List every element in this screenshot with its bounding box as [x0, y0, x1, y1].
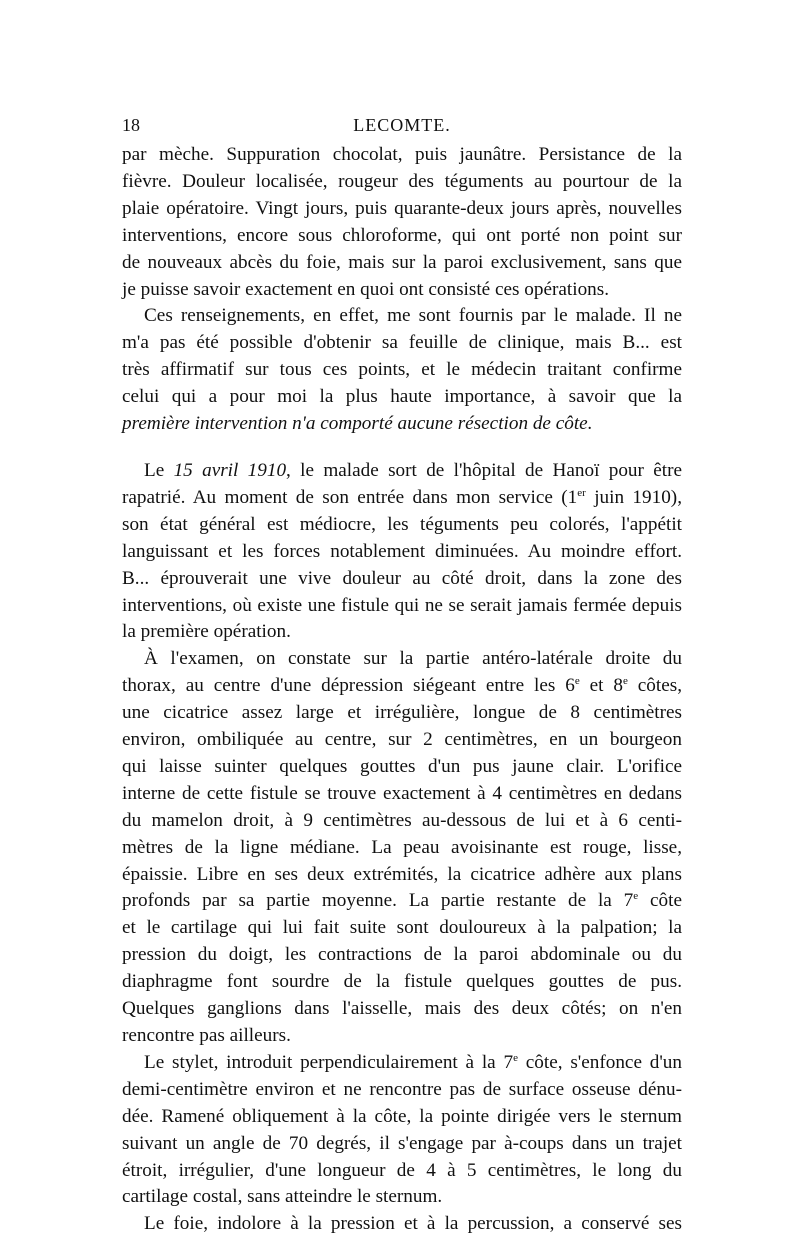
text-run: , le malade sort de l'hôpital de Hanoï pour être	[286, 459, 682, 481]
text-run: juin 1910),	[585, 486, 682, 508]
text-run: côte, s'enfonce d'un	[517, 1051, 682, 1073]
text-line: B... éprouverait une vive douleur au côté droit, dans la zone des	[122, 567, 682, 589]
text-line: interventions, encore sous chloroforme, qui ont porté non point sur	[122, 224, 682, 246]
text-run: thorax, au centre d'une dépression siégeant entre les 6	[122, 675, 575, 697]
text-line: plaie opératoire. Vingt jours, puis quarante-deux jours après, nouvelles	[122, 197, 682, 219]
text-line: rencontre pas ailleurs.	[122, 1025, 291, 1046]
superscript: e	[622, 675, 628, 688]
text-line: cartilage costal, sans atteindre le sternum.	[122, 1186, 443, 1208]
text-line: diaphragme font sourdre de la fistule quelques gouttes de pus.	[122, 971, 682, 993]
text-line: demi-centimètre environ et ne rencontre pas de surface osseuse dénu-	[122, 1078, 682, 1100]
superscript: e	[574, 675, 580, 688]
text-run: profonds par sa partie moyenne. La partie restante de la 7	[122, 890, 634, 912]
text-line: m'a pas été possible d'obtenir sa feuille de clinique, mais B... est	[122, 332, 682, 354]
superscript: e	[513, 1051, 518, 1064]
text-line: de nouveaux abcès du foie, mais sur la paroi exclusivement, sans que	[122, 251, 682, 273]
text-line: languissant et les forces notablement diminuées. Au moindre effort.	[122, 540, 682, 562]
paragraph-2	[122, 303, 682, 438]
text-line: son état général est médiocre, les téguments peu colorés, l'appétit	[122, 513, 682, 535]
text-line: qui laisse suinter quelques gouttes d'un pus jaune clair. L'orifice	[122, 755, 682, 777]
text-line: épaissie. Libre en ses deux extrémités, la cicatrice adhère aux plans	[122, 863, 682, 885]
paragraph-6	[122, 1211, 682, 1238]
text-line: très affirmatif sur tous ces points, et le médecin traitant confirme	[122, 359, 682, 381]
italic-text-line	[122, 411, 682, 438]
running-head	[122, 112, 682, 138]
text-line: celui qui a pour moi la plus haute importance, à savoir que la	[122, 386, 682, 408]
text-line	[122, 1050, 682, 1077]
text-line: environ, ombiliquée au centre, sur 2 centimètres, en un bourgeon	[122, 729, 682, 751]
text-run: Le	[144, 459, 174, 481]
text-line: interventions, où existe une fistule qui ne se serait jamais fermée depuis	[122, 594, 682, 616]
text-run: côte	[638, 890, 682, 912]
text-line: dée. Ramené obliquement à la côte, la pointe dirigée vers le sternum	[122, 1105, 682, 1127]
superscript: e	[633, 890, 639, 903]
text-line: du mamelon droit, à 9 centimètres au-dessous de lui et à 6 centi-	[122, 809, 682, 831]
text-run: et 8	[579, 675, 623, 697]
superscript: er	[577, 486, 586, 499]
date-italic: 15 avril 1910	[173, 459, 287, 481]
text-line	[122, 485, 682, 512]
text-line: suivant un angle de 70 degrés, il s'engage par à-coups dans un trajet	[122, 1132, 682, 1154]
text-line: Quelques ganglions dans l'aisselle, mais des deux côtés; on n'en	[122, 998, 682, 1020]
text-line: mètres de la ligne médiane. La peau avoisinante est rouge, lisse,	[122, 836, 682, 858]
text-line: fièvre. Douleur localisée, rougeur des téguments au pourtour de la	[122, 170, 682, 192]
text-line: Le foie, indolore à la pression et à la percussion, a conservé ses	[144, 1213, 682, 1235]
paragraph-3	[122, 458, 682, 646]
text-line: pression du doigt, les contractions de la paroi abdominale ou du	[122, 944, 682, 966]
body-text	[122, 142, 682, 1238]
text-line: je puisse savoir exactement en quoi ont consisté ces opérations.	[122, 278, 610, 300]
page-number: 18	[122, 115, 140, 135]
italic-emphasis: première intervention n'a comporté aucune résection de côte.	[122, 413, 593, 435]
text-run: Le stylet, introduit perpendiculairement à la 7	[144, 1051, 514, 1073]
running-title: LECOMTE.	[353, 115, 451, 135]
text-line: la première opération.	[122, 621, 291, 643]
text-line	[122, 673, 682, 700]
text-line: interne de cette fistule se trouve exactement à 4 centimètres en dedans	[122, 782, 682, 804]
text-line: Ces renseignements, en effet, me sont fournis par le malade. Il ne	[144, 305, 682, 327]
text-line	[122, 458, 682, 485]
paragraph-4	[122, 646, 682, 1050]
paragraph-5	[122, 1050, 682, 1211]
text-run: côtes,	[627, 675, 682, 697]
paragraph-1	[122, 142, 682, 303]
text-line: À l'examen, on constate sur la partie antéro-latérale droite du	[144, 648, 682, 670]
text-line: et le cartilage qui lui fait suite sont douloureux à la palpation; la	[122, 917, 682, 939]
text-line: par mèche. Suppuration chocolat, puis jaunâtre. Persistance de la	[122, 144, 682, 165]
text-line: étroit, irrégulier, d'une longueur de 4 à 5 centimètres, le long du	[122, 1159, 682, 1181]
text-line: une cicatrice assez large et irrégulière, longue de 8 centimètres	[122, 702, 682, 724]
paragraph-gap	[122, 438, 682, 458]
text-run: rapatrié. Au moment de son entrée dans mon service (1	[122, 486, 578, 508]
text-line	[122, 888, 682, 915]
